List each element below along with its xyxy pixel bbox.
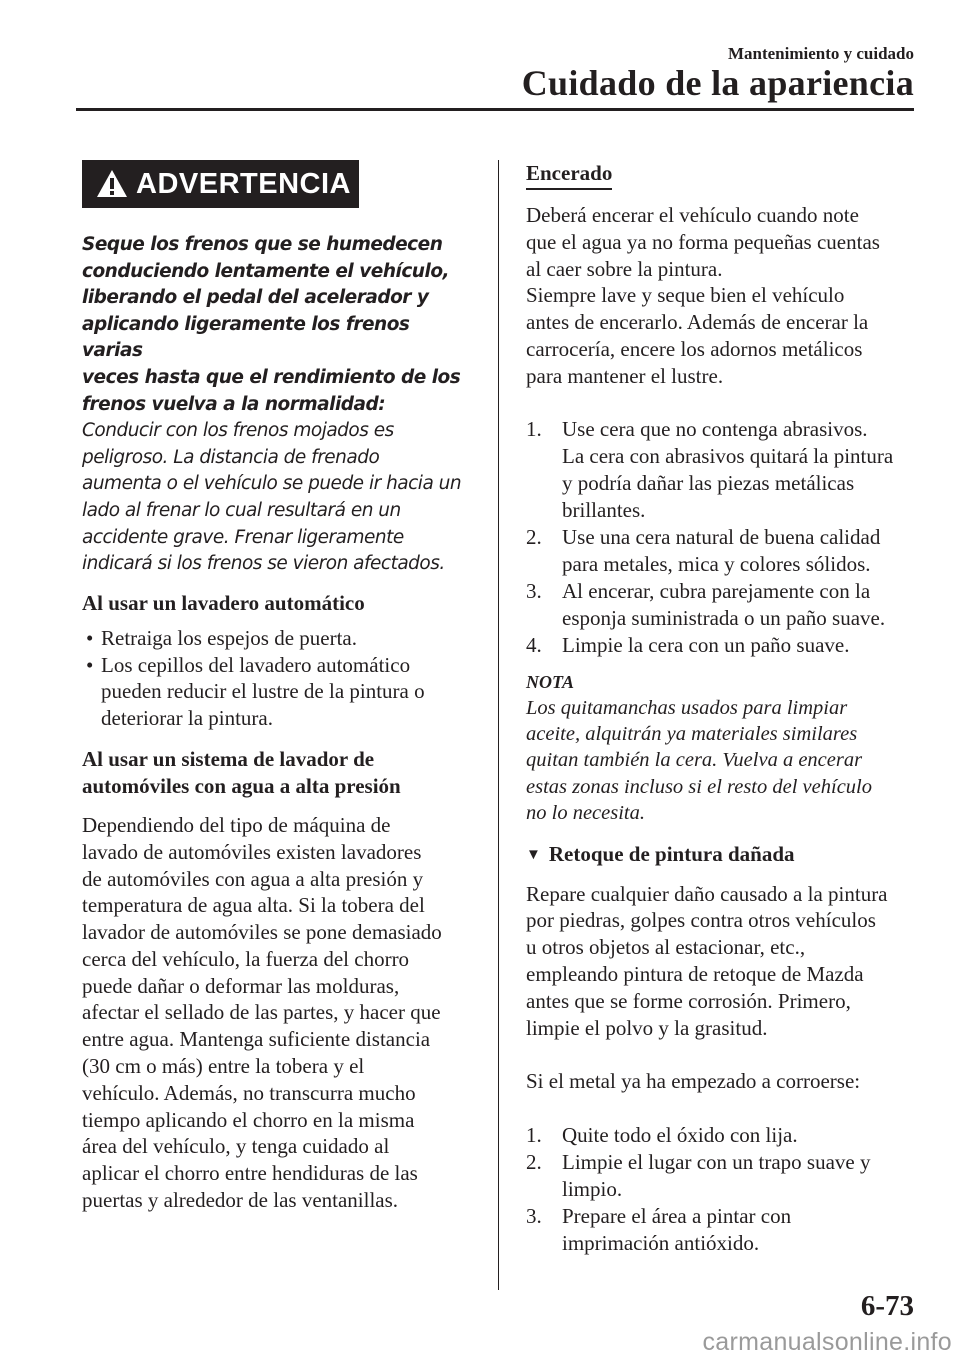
warning-line: Conducir con los frenos mojados es: [82, 420, 394, 442]
list-item: [526, 524, 918, 578]
corrosion-steps: [526, 1122, 918, 1257]
warning-bold-line: aplicando ligeramente los frenos varias: [82, 313, 410, 362]
waxing-title: Encerado: [526, 160, 612, 190]
warning-text: [82, 232, 474, 578]
note-line: aceite, alquitrán ya materiales similares: [526, 722, 858, 745]
paragraph-line: carrocería, encere los adornos metálicos: [526, 336, 863, 361]
list-item-line: Prepare el área a pintar con: [562, 1204, 792, 1229]
list-item: [82, 652, 474, 732]
paragraph-line: por piedras, golpes contra otros vehículos: [526, 908, 876, 933]
list-item-line: Los cepillos del lavadero automático: [101, 652, 411, 677]
list-item: [526, 578, 918, 632]
waxing-steps: [526, 416, 918, 659]
warning-line: aumenta o el vehículo se puede ir hacia un: [82, 473, 462, 495]
right-column: [526, 160, 918, 1257]
header-section: Mantenimiento y cuidado: [727, 44, 914, 63]
note-line: quitan también la cera. Vuelva a encerar: [526, 749, 863, 772]
step-number: 2.: [526, 1150, 542, 1175]
list-item-line: y podría dañar las piezas metálicas: [562, 470, 855, 495]
warning-line: indicará si los frenos se vieron afectados.: [82, 553, 445, 575]
left-column: [82, 160, 474, 1214]
corrosion-intro: Si el metal ya ha empezado a corroerse:: [526, 1069, 861, 1094]
step-number: 3.: [526, 1204, 542, 1229]
warning-bold-line: conduciendo lentamente el vehículo,: [82, 260, 450, 282]
paragraph-line: tiempo aplicando el chorro en la misma: [82, 1107, 415, 1132]
list-item: [526, 1203, 918, 1257]
list-item-line: Retraiga los espejos de puerta.: [101, 625, 357, 650]
high-pressure-heading-line: automóviles con agua a alta presión: [82, 773, 401, 798]
list-item-line: Use cera que no contenga abrasivos.: [562, 416, 868, 441]
watermark: carmanualsonline.info: [702, 1328, 952, 1356]
list-item-line: limpio.: [562, 1177, 623, 1202]
touch-up-paragraph: [526, 881, 918, 1042]
paragraph-line: al caer sobre la pintura.: [526, 256, 723, 281]
paragraph-line: aplicar el chorro entre hendiduras de las: [82, 1161, 418, 1186]
step-number: 2.: [526, 524, 542, 549]
note-line: Los quitamanchas usados para limpiar: [526, 696, 848, 719]
paragraph-line: temperatura de agua alta. Si la tobera del: [82, 893, 425, 918]
warning-bold-line: liberando el pedal del acelerador y: [82, 287, 429, 309]
paragraph-line: limpie el polvo y la grasitud.: [526, 1015, 768, 1040]
list-item: [82, 625, 474, 652]
list-item-line: pueden reducir el lustre de la pintura o: [101, 679, 425, 704]
paragraph-line: Siempre lave y seque bien el vehículo: [526, 283, 845, 308]
paragraph-line: de automóviles con agua a alta presión y: [82, 866, 424, 891]
note-line: estas zonas incluso si el resto del vehículo: [526, 775, 872, 798]
list-item: [526, 1149, 918, 1203]
paragraph-line: antes que se forme corrosión. Primero,: [526, 988, 851, 1013]
warning-triangle-icon: [96, 168, 128, 200]
bullet-icon: •: [86, 652, 94, 677]
triangle-down-icon: ▼: [526, 846, 541, 863]
list-item-line: imprimación antióxido.: [562, 1231, 760, 1256]
warning-bold-line: frenos vuelva a la normalidad:: [82, 393, 386, 415]
warning-line: accidente grave. Frenar ligeramente: [82, 526, 404, 548]
touch-up-title: Retoque de pintura dañada: [548, 841, 795, 866]
list-item-line: deteriorar la pintura.: [101, 706, 273, 731]
list-item-line: esponja suministrada o un paño suave.: [562, 605, 886, 630]
touch-up-heading: [526, 841, 918, 871]
page-title: Cuidado de la apariencia: [521, 63, 914, 103]
warning-banner: [82, 160, 359, 208]
note-label: NOTA: [526, 671, 575, 692]
list-item-line: Al encerar, cubra parejamente con la: [562, 578, 871, 603]
warning-bold-text: [82, 232, 474, 418]
list-item-line: Limpie el lugar con un trapo suave y: [562, 1150, 871, 1175]
paragraph-line: lavador de automóviles se pone demasiado: [82, 920, 442, 945]
header-rule: [76, 108, 914, 111]
paragraph-line: para mantener el lustre.: [526, 363, 724, 388]
list-item: [526, 1122, 918, 1149]
warning-bold-line: veces hasta que el rendimiento de los: [82, 366, 461, 388]
paragraph-line: (30 cm o más) entre la tobera y el: [82, 1054, 365, 1079]
note-line: no lo necesita.: [526, 802, 645, 825]
list-item-line: para metales, mica y colores sólidos.: [562, 551, 871, 576]
list-item: [526, 416, 918, 524]
warning-bold-line: Seque los frenos que se humedecen: [82, 234, 443, 255]
paragraph-line: que el agua ya no forma pequeñas cuentas: [526, 229, 880, 254]
step-number: 3.: [526, 578, 542, 603]
paragraph-line: cerca del vehículo, la fuerza del chorro: [82, 946, 410, 971]
warning-label: ADVERTENCIA: [136, 167, 351, 200]
high-pressure-heading: [82, 746, 474, 800]
list-item-line: La cera con abrasivos quitará la pintura: [562, 443, 894, 468]
step-number: 4.: [526, 632, 542, 657]
high-pressure-paragraph: [82, 812, 474, 1214]
automatic-wash-heading: Al usar un lavadero automático: [82, 590, 365, 615]
paragraph-line: u otros objetos al estacionar, etc.,: [526, 935, 806, 960]
paragraph-line: puertas y alrededor de las ventanillas.: [82, 1188, 399, 1213]
warning-line: lado al frenar lo cual resultará en un: [82, 499, 401, 521]
step-number: 1.: [526, 416, 542, 441]
paragraph-line: lavado de automóviles existen lavadores: [82, 839, 422, 864]
bullet-icon: •: [86, 625, 94, 650]
paragraph-line: Repare cualquier daño causado a la pintura: [526, 881, 888, 906]
high-pressure-heading-line: Al usar un sistema de lavador de: [82, 746, 375, 771]
note-text: [526, 695, 918, 827]
paragraph-line: puede dañar o deformar las molduras,: [82, 973, 400, 998]
page-number: 6-73: [860, 1290, 914, 1322]
list-item-line: Quite todo el óxido con lija.: [562, 1123, 798, 1148]
list-item-line: brillantes.: [562, 497, 646, 522]
step-number: 1.: [526, 1123, 542, 1148]
list-item: [526, 632, 918, 659]
automatic-wash-list: [82, 625, 474, 732]
paragraph-line: área del vehículo, y tenga cuidado al: [82, 1134, 390, 1159]
paragraph-line: afectar el sellado de las partes, y hacer que: [82, 1000, 441, 1025]
waxing-intro: [526, 202, 918, 390]
paragraph-line: Dependiendo del tipo de máquina de: [82, 812, 391, 837]
paragraph-line: Deberá encerar el vehículo cuando note: [526, 203, 859, 227]
list-item-line: Limpie la cera con un paño suave.: [562, 632, 850, 657]
list-item-line: Use una cera natural de buena calidad: [562, 524, 881, 549]
paragraph-line: vehículo. Además, no transcurra mucho: [82, 1080, 416, 1105]
column-divider: [498, 160, 499, 1290]
warning-line: peligroso. La distancia de frenado: [82, 446, 380, 468]
paragraph-line: antes de encerarlo. Además de encerar la: [526, 310, 869, 335]
paragraph-line: empleando pintura de retoque de Mazda: [526, 962, 864, 986]
paragraph-line: entre agua. Mantenga suficiente distancia: [82, 1027, 431, 1052]
